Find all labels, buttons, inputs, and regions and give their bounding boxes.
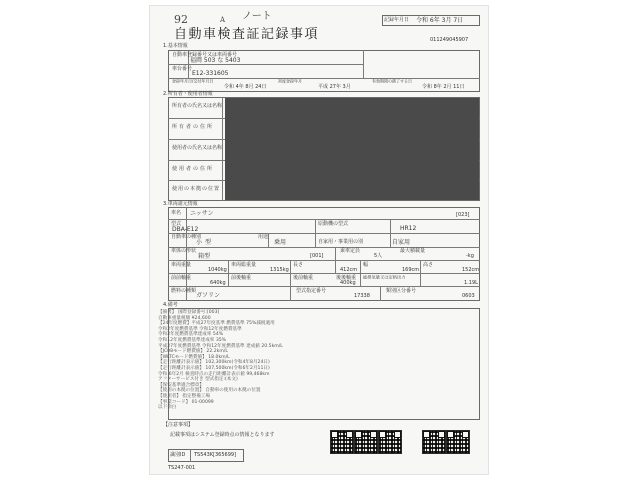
qr-code-4: [422, 430, 446, 454]
qr-code-1: [330, 430, 354, 454]
remarks-line: 【24年度燃費】平成27年度基準 燃費基準 75%減税適用: [158, 321, 275, 327]
capacity-value: 5人: [374, 253, 383, 259]
document-number: 011249045907: [430, 37, 469, 43]
remarks-line: 【走行距離計表示値】 107,500km(令和6年2月11日): [158, 365, 270, 371]
chassis-number-label: 車台番号: [172, 66, 193, 72]
qr-code-3: [378, 430, 402, 454]
gross-weight-value: 1315kg: [270, 267, 289, 273]
remarks-line: 平成27年度燃費基準 令和12年度燃費基準 達成値 20.5km/L: [158, 343, 283, 349]
remarks-line: 【保安基準適合標章】: [158, 382, 204, 388]
body-shape-code: [001]: [310, 253, 324, 259]
caution-heading: 【注意事項】: [163, 422, 194, 428]
gross-weight-label: 車両総重量: [231, 262, 257, 268]
user-address-label: 使用者の住所: [172, 166, 215, 172]
displacement-label: 総排気量又は定格出力: [363, 275, 406, 281]
document-title: 自動車検査証記録事項: [174, 27, 320, 42]
first-registration-value: 令和 4年 8月 24日: [224, 84, 267, 90]
remarks-line: 令和 6年2月 検査時点の走行距離計表示値 99,468km: [158, 371, 270, 377]
width-value: 169cm: [402, 267, 420, 273]
remarks-line: 【JC08モード燃費値】 22.2km/L: [158, 349, 228, 355]
length-value: 412cm: [340, 267, 358, 273]
front-rear-axle-label: 前後軸重: [231, 275, 252, 281]
height-label: 高さ: [423, 262, 434, 268]
section-specs-heading: 3.車両諸元情報: [163, 201, 198, 207]
remarks-list: [158, 310, 283, 411]
make-label: 車名: [171, 210, 182, 216]
caution-note: 記載事項はシステム登録時点の情報となります: [170, 432, 275, 438]
owner-address-label: 所有者の住所: [172, 124, 215, 130]
body-shape-label: 車体の形状: [171, 248, 197, 254]
remarks-line: 【WLTCモード燃費値】 18.0km/L: [158, 354, 230, 360]
record-date-value: 令和 6年 3月 7日: [416, 17, 464, 24]
rear-rear-axle-value: 400kg: [340, 280, 356, 286]
max-load-label: 最大積載量: [400, 248, 426, 254]
expiry-value: 令和 8年 2月 11日: [422, 84, 465, 90]
remarks-line: 【走行距離計表示値】 102,300km(令和4年8月24日): [158, 360, 270, 366]
displacement-value: 1.19L: [464, 280, 478, 286]
record-date-label: 記録年月日: [384, 17, 410, 23]
identification-id-label: 識別ID: [170, 452, 186, 458]
private-business-label: 自家用・事業用の別: [318, 239, 364, 245]
width-label: 幅: [363, 262, 369, 268]
capacity-label: 乗車定員: [340, 248, 361, 254]
handwritten-note: ノート: [242, 11, 272, 22]
first-registration-label: 登録年月日/交付年月日: [172, 79, 214, 84]
max-load-value: -kg: [466, 253, 474, 259]
front-front-axle-value: 640kg: [210, 280, 226, 286]
redacted-owner-block: [225, 98, 479, 200]
remarks-line: アフターサービス付き 型式指定:(本文): [158, 377, 238, 383]
section-owner-heading: 2.所有者・使用者情報: [163, 91, 213, 97]
length-label: 長さ: [293, 262, 304, 268]
remarks-line: 以下余白: [158, 405, 177, 411]
remarks-line: 自動車重量税額 ¥24,600: [158, 315, 211, 321]
use-value: 乗用: [274, 239, 287, 246]
remarks-line: 令和2年度燃費基準 令和12年度燃費基準: [158, 326, 242, 332]
qr-code-2: [354, 430, 378, 454]
section-remarks-heading: 4.備考: [163, 302, 178, 308]
handwritten-mark: A: [220, 16, 226, 24]
rear-front-axle-label: 後前軸重: [293, 275, 314, 281]
engine-model-label: 原動機の型式: [318, 221, 349, 227]
height-value: 152cm: [462, 267, 480, 273]
category-number-label: 類別区分番号: [386, 288, 417, 294]
body-shape-value: 箱型: [198, 253, 211, 260]
model-value: DBA-E12: [172, 226, 199, 233]
section-basic-heading: 1.基本情報: [163, 43, 188, 49]
owner-name-label: 所有者の氏名又は名称: [172, 103, 223, 109]
qr-code-5: [446, 430, 470, 454]
base-location-label: 使用の本拠の位置: [172, 186, 221, 192]
vehicle-weight-label: 車両重量: [171, 262, 192, 268]
expiry-label: 有効期間の満了する日: [372, 79, 413, 84]
chassis-number-value: E12-331605: [192, 70, 229, 77]
category-number-value: 0603: [462, 293, 475, 299]
fuel-type-value: ガソリン: [196, 292, 221, 299]
engine-model-value: HR12: [400, 225, 417, 232]
remarks-line: 【事業コード】 01-00099: [158, 399, 214, 405]
front-front-axle-label: 前前軸重: [171, 275, 192, 281]
private-business-value: 自家用: [392, 239, 411, 246]
identification-id-value: TS543K[365699]: [194, 452, 237, 458]
model-label: 型式: [171, 221, 182, 227]
vehicle-type-label: 自動車の種別: [171, 234, 202, 240]
remarks-line: 令和2年度燃費基準達成率 54%: [158, 332, 224, 338]
designation-number-label: 型式指定番号: [296, 288, 327, 294]
make-code: [023]: [456, 212, 470, 218]
fuel-type-label: 燃料の種類: [171, 288, 197, 294]
inspection-certificate-sheet: [150, 6, 488, 474]
use-label: 用途: [258, 234, 269, 240]
reg-number-label: 自動車登録番号又は車両番号: [172, 52, 238, 58]
vehicle-type-value: 小型: [196, 239, 215, 246]
user-name-label: 使用者の氏名又は名称: [172, 145, 223, 151]
remarks-line: 令和12年度燃費基準達成率 35%: [158, 337, 227, 343]
first-year-label: 初度登録年月: [278, 79, 303, 84]
vehicle-weight-value: 1040kg: [208, 267, 227, 273]
rear-rear-axle-label: 後後軸重: [336, 275, 357, 281]
make-value: ニッサン: [190, 210, 214, 217]
handwritten-number: 92: [174, 13, 188, 26]
remarks-line: 【使用の本拠の位置】 自動車の使用の本拠の位置: [158, 388, 261, 394]
remarks-line: 【備考】 国際登録番号:[003]: [158, 310, 220, 315]
remarks-line: 【使用者】 指定整備工場: [158, 393, 210, 399]
first-year-value: 平成 27年 3月: [318, 84, 351, 90]
reg-number-value: 福岡 503 な 5403: [190, 57, 241, 64]
designation-number-value: 17338: [354, 293, 370, 299]
form-code: TS247-001: [168, 465, 196, 471]
